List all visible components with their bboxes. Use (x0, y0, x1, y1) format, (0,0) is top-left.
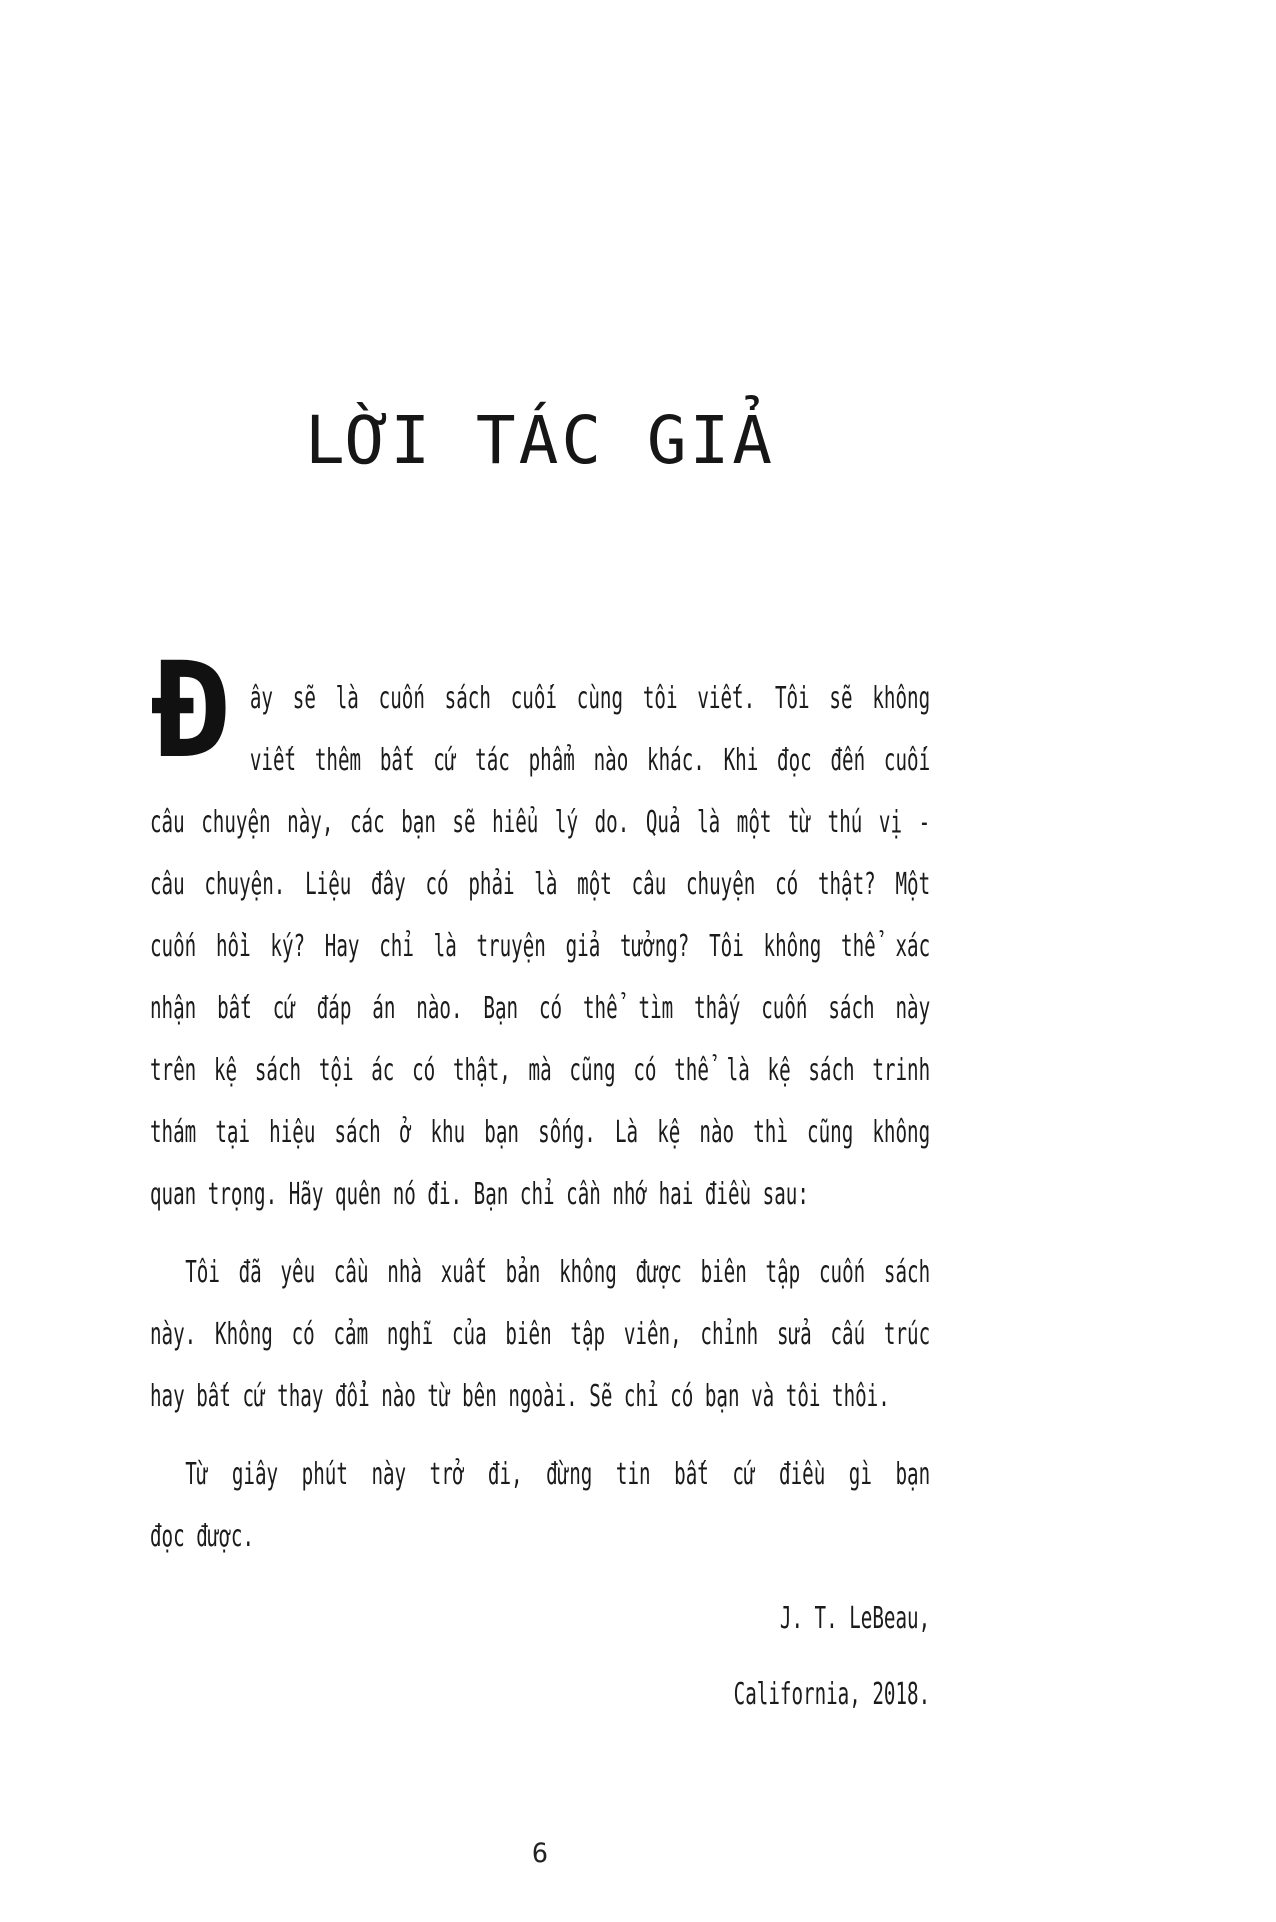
paragraph-line: Tôi đã yêu cầu nhà xuất bản không được biên tập cuốn sách (185, 1255, 931, 1290)
signature-block (150, 1588, 930, 1726)
paragraph-line: nhận bất cứ đáp án nào. Bạn có thể tìm thấy cuốn sách này (150, 991, 931, 1026)
paragraph-line: này. Không có cảm nghĩ của biên tập viên, chỉnh sửa cấu trúc (150, 1317, 931, 1352)
text-column (150, 0, 930, 1922)
paragraph-line: ây sẽ là cuốn sách cuối cùng tôi viết. Tôi sẽ không (249, 681, 931, 716)
page-number: 6 (531, 1838, 549, 1869)
paragraph-line: viết thêm bất cứ tác phẩm nào khác. Khi đọc đến cuối (249, 743, 931, 778)
signature-place-date: California, 2018. (733, 1677, 931, 1712)
paragraph-line: đọc được. (150, 1519, 255, 1554)
paragraph-line: trên kệ sách tội ác có thật, mà cũng có thể là kệ sách trinh (150, 1053, 931, 1088)
chapter-title: LỜI TÁC GIẢ (304, 402, 776, 479)
paragraph-2 (150, 1242, 930, 1428)
body-text (150, 668, 930, 1726)
paragraph-line: Từ giây phút này trở đi, đừng tin bất cứ điều gì bạn (185, 1457, 931, 1492)
paragraph-line: cuốn hồi ký? Hay chỉ là truyện giả tưởng? Tôi không thể xác (150, 929, 931, 964)
paragraph-line: câu chuyện. Liệu đây có phải là một câu chuyện có thật? Một (150, 867, 931, 902)
drop-cap: Đ (152, 634, 232, 788)
author-signature: J. T. LeBeau, (779, 1601, 931, 1636)
paragraph-3 (150, 1444, 930, 1568)
paragraph-line: câu chuyện này, các bạn sẽ hiểu lý do. Quả là một từ thú vị - (150, 805, 931, 840)
paragraph-1 (150, 668, 930, 1226)
paragraph-line: thám tại hiệu sách ở khu bạn sống. Là kệ nào thì cũng không (150, 1115, 931, 1150)
paragraph-line: hay bất cứ thay đổi nào từ bên ngoài. Sẽ chỉ có bạn và tôi thôi. (150, 1379, 890, 1414)
paragraph-line: quan trọng. Hãy quên nó đi. Bạn chỉ cần nhớ hai điều sau: (150, 1177, 809, 1212)
